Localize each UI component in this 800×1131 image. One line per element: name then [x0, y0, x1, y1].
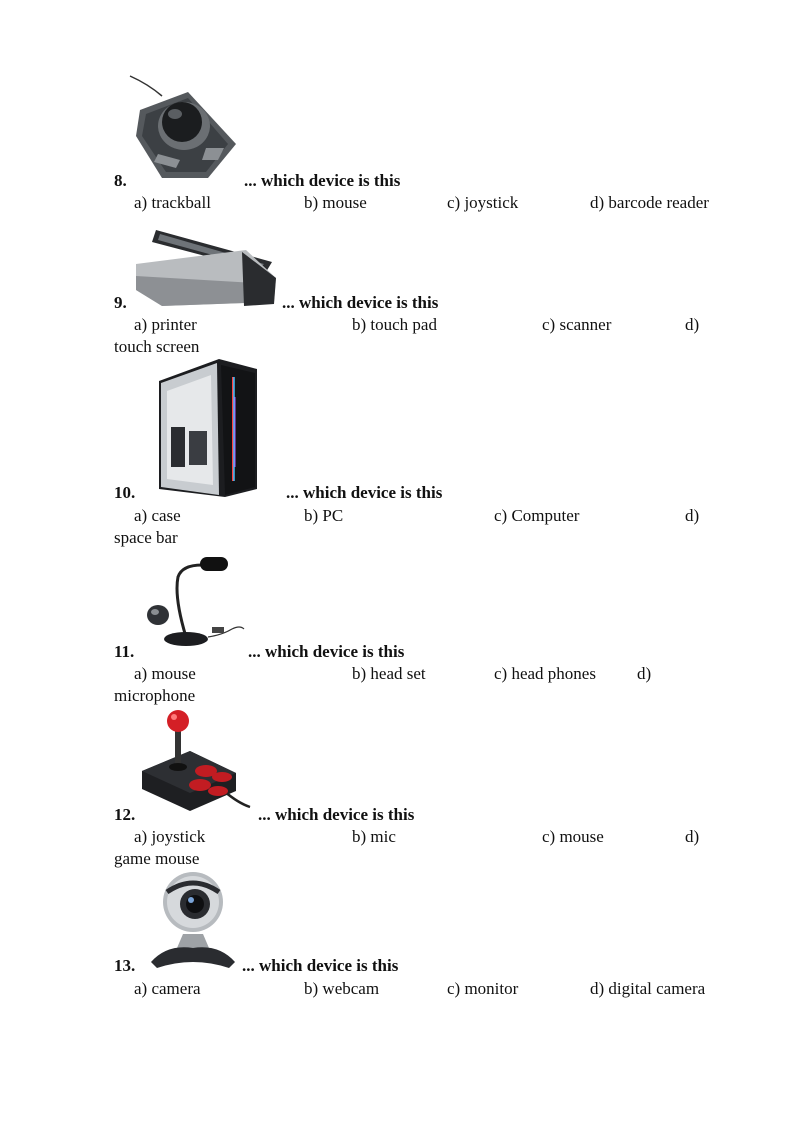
question-prompt: ... which device is this: [244, 171, 401, 190]
question-number: 8.: [114, 171, 127, 190]
question-number: 13.: [114, 956, 136, 975]
option-d[interactable]: d) digital camera: [590, 979, 706, 998]
option-d[interactable]: d): [685, 315, 700, 334]
option-a[interactable]: a) joystick: [134, 827, 206, 846]
option-d[interactable]: d): [685, 506, 700, 525]
question-number: 11.: [114, 642, 135, 661]
option-a[interactable]: a) mouse: [134, 664, 196, 683]
option-c[interactable]: c) head phones: [494, 664, 596, 683]
option-a[interactable]: a) printer: [134, 315, 197, 334]
question-prompt: ... which device is this: [248, 642, 405, 661]
option-c[interactable]: c) monitor: [447, 979, 519, 998]
option-b[interactable]: b) mouse: [304, 193, 367, 212]
trackball-icon: [128, 74, 241, 186]
option-a[interactable]: a) case: [134, 506, 181, 525]
option-c[interactable]: c) Computer: [494, 506, 580, 525]
question-number: 9.: [114, 293, 127, 312]
option-b[interactable]: b) touch pad: [352, 315, 437, 334]
joystick-icon: [140, 707, 252, 819]
option-c[interactable]: c) joystick: [447, 193, 519, 212]
question-number: 10.: [114, 483, 136, 502]
option-b[interactable]: b) mic: [352, 827, 396, 846]
question-number: 12.: [114, 805, 136, 824]
webcam-icon: [147, 868, 237, 972]
question-prompt: ... which device is this: [242, 956, 399, 975]
option-c[interactable]: c) mouse: [542, 827, 604, 846]
option-a[interactable]: a) camera: [134, 979, 201, 998]
option-b[interactable]: b) webcam: [304, 979, 380, 998]
question-prompt: ... which device is this: [258, 805, 415, 824]
question-prompt: ... which device is this: [282, 293, 439, 312]
option-c[interactable]: c) scanner: [542, 315, 612, 334]
option-d[interactable]: d): [685, 827, 700, 846]
pc-case-icon: [153, 357, 259, 499]
option-d[interactable]: d): [637, 664, 652, 683]
scanner-icon: [132, 228, 278, 308]
option-d-continued: microphone: [114, 686, 196, 705]
microphone-icon: [140, 553, 248, 651]
option-b[interactable]: b) PC: [304, 506, 344, 525]
option-d-continued: space bar: [114, 528, 178, 547]
option-d-continued: touch screen: [114, 337, 200, 356]
option-d-continued: game mouse: [114, 849, 200, 868]
option-a[interactable]: a) trackball: [134, 193, 211, 212]
question-prompt: ... which device is this: [286, 483, 443, 502]
option-d[interactable]: d) barcode reader: [590, 193, 709, 212]
option-b[interactable]: b) head set: [352, 664, 426, 683]
